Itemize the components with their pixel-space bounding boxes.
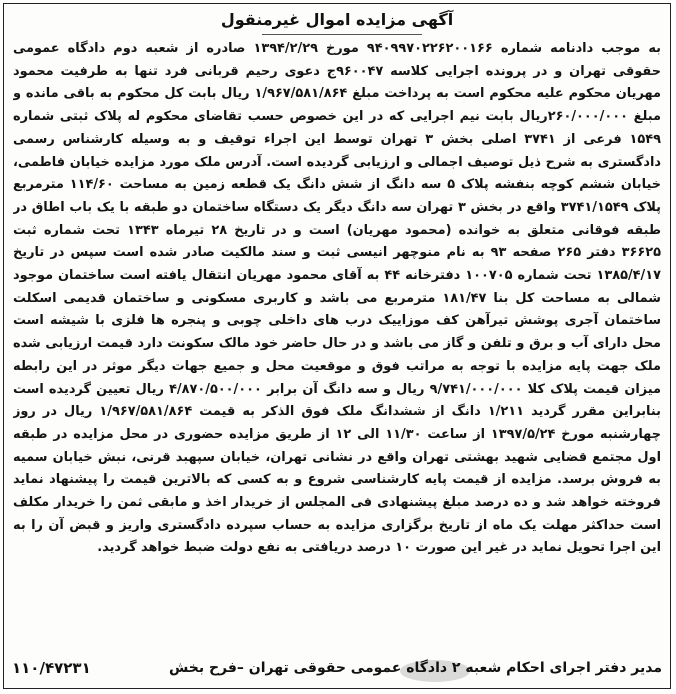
notice-frame <box>3 3 671 689</box>
notice-body: به موجب دادنامه شماره ۹۴۰۹۹۷۰۲۲۶۲۰۰۱۶۶ مورخ ۱۳۹۴/۲/۲۹ صادره از شعبه دوم دادگاه عمومی حقوقی تهران و در پرونده اجرایی کلاسه ۹۶۰۰۴۷ج دعوی رحیم قربانی فرد تنها به طرفیت محمود مهریان محکوم علیه محکوم است به پرداخت مبلغ ۱/۹۶۷/۵۸۱/۸۶۴ ریال بابت کل محکوم به باقی مانده و مبلغ ۲۶۰/۰۰۰/۰۰۰ریال بابت نیم اجرایی که در این خصوص حسب تقاضای محکوم له پلاک ثبتی شماره ۱۵۴۹ فرعی از ۳۷۴۱ اصلی بخش ۳ تهران توسط این اجراء توقیف و به وسیله کارشناس رسمی دادگستری به شرح ذیل توصیف اجمالی و ارزیابی گردیده است. آدرس ملک مورد مزایده خیابان فاطمی، خیابان ششم کوچه بنفشه پلاک ۵ سه دانگ از شش دانگ یک قطعه زمین به مساحت ۱۱۴/۶۰ مترمربع پلاک ۳۷۴۱/۱۵۴۹ واقع در بخش ۳ تهران سه دانگ دیگر یک دستگاه ساختمان دو طبقه با یک باب اطاق در طبقه فوقانی متعلق به خوانده (محمود مهریان) است و در تاریخ ۲۸ تیرماه ۱۳۴۳ تحت شماره ثبت ۳۶۶۲۵ دفتر ۲۶۵ صفحه ۹۳ به نام منوچهر انیسی ثبت و سند مالکیت صادر شده است سپس در تاریخ ۱۳۸۵/۴/۱۷ تحت شماره ۱۰۰۷۰۵ دفترخانه ۴۴ به آقای محمود مهریان انتقال یافته است ساختمان موجود شمالی به مساحت کل بنا ۱۸۱/۴۷ مترمربع می باشد و کاربری مسکونی و ساختمان قدیمی اسکلت ساختمان آجری پوشش تیرآهن کف موزاییک درب های داخلی چوبی و پنجره ها فلزی با شیشه است محل دارای آب و برق و تلفن و گاز می باشد و در حال حاضر خود مالک سکونت دارد قیمت ارزیابی شده ملک جهت پایه مزایده با توجه به مراتب فوق و موقعیت محل و جمیع جهات دیگر موثر در این رابطه میزان قیمت پلاک کلا ۹/۷۴۱/۰۰۰/۰۰۰ ریال و سه دانگ آن برابر ۴/۸۷۰/۵۰۰/۰۰۰ ریال تعیین گردیده است بنابراین مقرر گردید ۱/۲۱۱ دانگ از ششدانگ ملک فوق الذکر به قیمت ۱/۹۶۷/۵۸۱/۸۶۴ ریال در روز چهارشنبه مورخ ۱۳۹۷/۵/۲۴ از ساعت ۱۱/۳۰ الی ۱۲ از طریق مزایده حضوری در محل مزایده در طبقه اول مجتمع قضایی شهید بهشتی تهران واقع در نشانی تهران، خیابان سپهبد قرنی، نبش خیابان سمیه به فروش برسد. مزایده از قیمت پایه کارشناسی شروع و به کسی که بالاترین قیمت را پیشنهاد نماید فروخته خواهد شد و ده درصد مبلغ پیشنهادی فی المجلس از خریدار اخذ و مابقی ثمن را خریدار مکلف است حداکثر مهلت یک ماه از تاریخ برگزاری مزایده به حساب سپرده دادگستری واریز و قبض آن را به این اجرا تحویل نماید در غیر این صورت ۱۰ درصد دریافتی به نفع دولت ضبط خواهد گردید. <box>13 41 661 556</box>
title-underline <box>262 34 422 35</box>
signer-line: مدیر دفتر اجرای احکام شعبه ۲ دادگاه عمومی حقوقی تهران –فرح بخش <box>168 660 662 676</box>
notice-title: آگهی مزایده اموال غیرمنقول <box>220 10 454 29</box>
notice-footer <box>12 656 662 680</box>
notice-code: ۱۱۰/۴۷۲۳۱ <box>12 659 91 677</box>
